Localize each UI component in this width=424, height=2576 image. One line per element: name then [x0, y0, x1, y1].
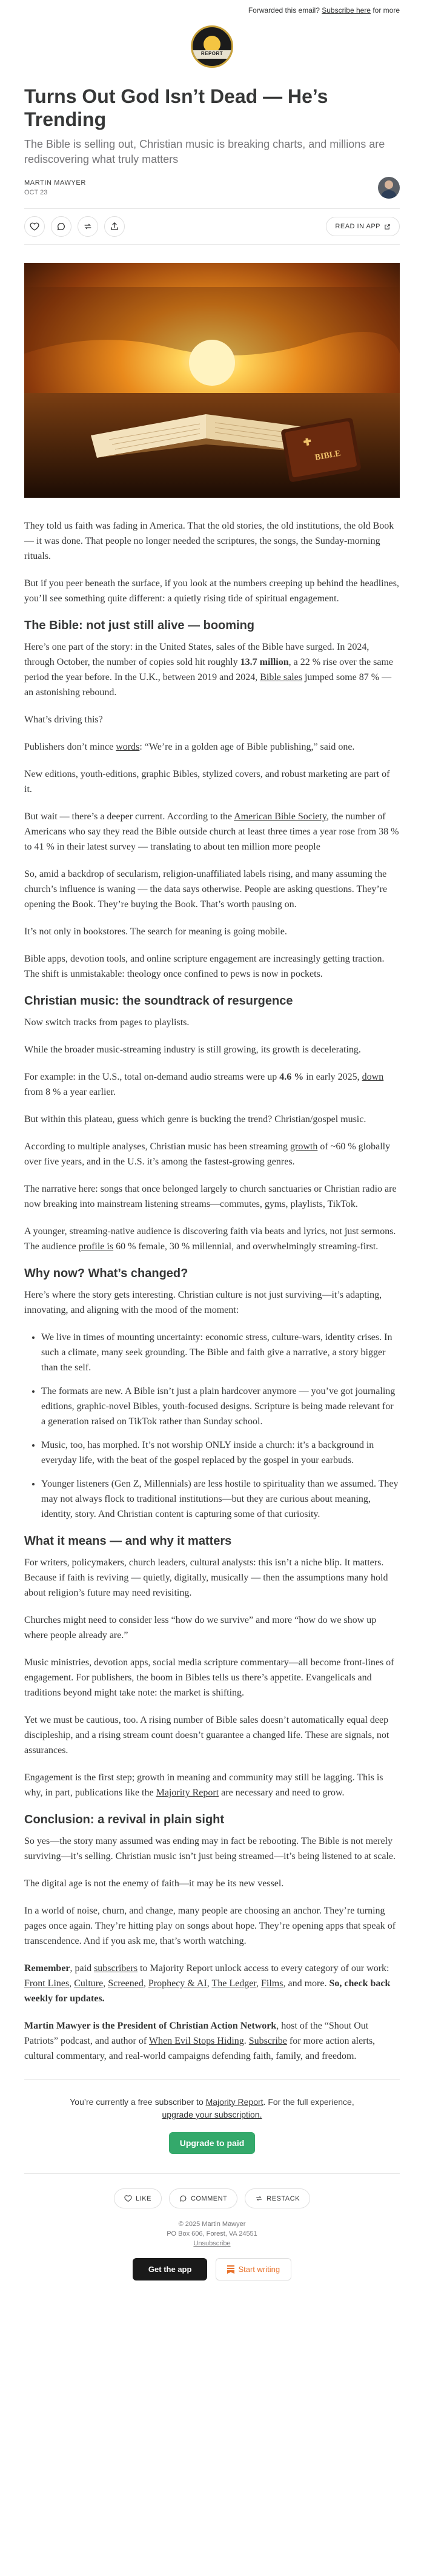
author-name[interactable]: MARTIN MAWYER	[24, 179, 86, 187]
paragraph: So, amid a backdrop of secularism, religion-unaffiliated labels rising, and many assuming the church’s influence is waning — the data says otherwise. People are asking questions. They’re opening the Book. They’re buying the Book. That’s worth pausing on.	[24, 869, 388, 910]
share-button[interactable]	[104, 216, 125, 237]
post-body	[24, 518, 400, 2064]
comment-icon	[56, 222, 66, 231]
culture-link[interactable]: Culture	[74, 1978, 104, 1989]
hero-image[interactable]	[24, 263, 400, 498]
american-bible-society-link[interactable]: American Bible Society	[234, 811, 326, 822]
read-in-app-label: READ IN APP	[335, 223, 380, 230]
paragraph: A younger, streaming-native audience is discovering faith via beats and lyrics, not just sermons. The audience profile is 60 % female, 30 % millennial, and overwhelmingly streaming-first.	[24, 1226, 396, 1252]
like-button[interactable]	[24, 216, 45, 237]
read-in-app-button[interactable]	[326, 217, 400, 236]
post-date: OCT 23	[24, 189, 48, 196]
section-heading-music: Christian music: the soundtrack of resurgence	[24, 994, 293, 1008]
upgrade-link[interactable]: upgrade your subscription.	[162, 2110, 262, 2119]
paragraph: But wait — there’s a deeper current. According to the American Bible Society, the number of Americans who say they read the Bible outside church at least three times a year rose from 38 % to 41 % in their latest survey — translating to about ten million more people	[24, 811, 399, 852]
paragraph: Yet we must be cautious, too. A rising number of Bible sales doesn’t automatically equal deep discipleship, and a rising stream count doesn’t guarantee a changed life. These are signals, not assurances.	[24, 1715, 389, 1755]
list-item: • Music, too, has morphed. It’s not worship ONLY inside a church: it’s a background in everyday life, with the beat of the gospel replaced by the gospel in your earbuds.	[41, 1438, 400, 1468]
section-heading-why: Why now? What’s changed?	[24, 1267, 188, 1280]
forwarded-suffix: for more	[373, 6, 400, 15]
hero-book-label: BIBLE	[314, 449, 342, 463]
paragraph: It’s not only in bookstores. The search for meaning is going mobile.	[24, 926, 287, 937]
words-link[interactable]: words	[116, 742, 140, 752]
start-writing-button[interactable]: Start writing	[216, 2258, 291, 2280]
down-link[interactable]: down	[362, 1072, 384, 1082]
logo-text: REPORT	[200, 51, 224, 56]
paragraph: For writers, policymakers, church leaders, cultural analysts: this isn’t a niche blip. It matters. Because if faith is reviving — quietly, digitally, musically — then the assumptions many hold about religion’s future may need revisiting.	[24, 1557, 388, 1598]
paragraph: For example: in the U.S., total on-demand audio streams were up 4.6 % in early 2025, down from 8 % a year earlier.	[24, 1072, 384, 1097]
footer-like-button[interactable]: LIKE	[114, 2188, 162, 2208]
paragraph: What’s driving this?	[24, 715, 103, 725]
publication-logo[interactable]	[24, 25, 400, 68]
copyright: © 2025 Martin Mawyer	[178, 2221, 246, 2228]
comment-icon	[179, 2195, 187, 2202]
publication-link[interactable]: Majority Report	[205, 2097, 263, 2107]
paragraph: According to multiple analyses, Christian music has been streaming growth of ~60 % globally over five years, and in the U.S. it’s among the fastest-growing genres.	[24, 1141, 391, 1167]
email-footer	[24, 2079, 400, 2299]
section-heading-means: What it means — and why it matters	[24, 1534, 232, 1548]
paragraph: The digital age is not the enemy of faith—it may be its new vessel.	[24, 1878, 284, 1889]
substack-icon	[227, 2265, 234, 2274]
the-ledger-link[interactable]: The Ledger	[211, 1978, 256, 1989]
films-link[interactable]: Films	[261, 1978, 283, 1989]
section-heading-bible: The Bible: not just still alive — booming	[24, 619, 255, 632]
share-icon	[110, 222, 119, 231]
list-item: • The formats are new. A Bible isn’t just a plain hardcover anymore — you’ve got journaling editions, graphic-novel Bibles, youth-focused designs. Scripture is being made relevant for a generation raised on TikTok rather than Sunday school.	[41, 1384, 400, 1429]
footer-comment-button[interactable]: COMMENT	[169, 2188, 237, 2208]
paragraph: In a world of noise, churn, and change, many people are choosing an anchor. They’re turning pages once again. They’re hitting play on songs about hope. They’re opening apps that speak of transcendence. And if you ask me, that’s worth watching.	[24, 1906, 396, 1946]
subscribe-link[interactable]: Subscribe	[248, 2036, 287, 2046]
paragraph: New editions, youth-editions, graphic Bibles, stylized covers, and robust marketing are part of it.	[24, 769, 390, 794]
paragraph: But within this plateau, guess which genre is bucking the trend? Christian/gospel music.	[24, 1114, 366, 1125]
paragraph: Bible apps, devotion tools, and online scripture engagement are increasingly getting traction. The shift is unmistakable: theology once confined to pews is now in pockets.	[24, 954, 385, 979]
list-item: • Younger listeners (Gen Z, Millennials) are less hostile to spirituality than we assumed. They may not always flock to traditional institutions—but they are curious about meaning, identity, story. And Christian content is capturing some of that curiosity.	[41, 1476, 400, 1522]
paragraph: Now switch tracks from pages to playlists.	[24, 1017, 190, 1028]
prophecy-ai-link[interactable]: Prophecy & AI	[148, 1978, 207, 1989]
comment-button[interactable]	[51, 216, 71, 237]
paragraph: Here’s one part of the story: in the United States, sales of the Bible have surged. In 2024, through October, the number of copies sold hit roughly 13.7 million, a 22 % rise over the same period the year before. In the U.K., between 2019 and 2024, Bible sales jumped some 87 % — an astonishing rebound.	[24, 642, 394, 698]
restack-icon	[255, 2195, 263, 2202]
footer-cta	[24, 2258, 400, 2299]
paragraph: The narrative here: songs that once belonged largely to church sanctuaries or Christian radio are now breaking into mainstream listening streams—commutes, gyms, playlists, TikTok.	[24, 1184, 397, 1209]
byline	[24, 177, 400, 199]
author-avatar[interactable]	[378, 177, 400, 199]
footer-actions	[24, 2173, 400, 2208]
paragraph: While the broader music-streaming industry is still growing, its growth is decelerating.	[24, 1045, 361, 1055]
restack-button[interactable]	[78, 216, 98, 237]
majority-report-link[interactable]: Majority Report	[156, 1788, 219, 1798]
free-subscriber-note: You’re currently a free subscriber to Majority Report. For the full experience, upgrade your subscription.	[70, 2097, 354, 2119]
post-subtitle: The Bible is selling out, Christian music is breaking charts, and millions are rediscovering what truly matters	[24, 138, 385, 165]
book-link[interactable]: When Evil Stops Hiding	[148, 2036, 244, 2046]
paragraph: Engagement is the first step; growth in meaning and community may still be lagging. This is why, in part, publications like the Majority Report are necessary and need to grow.	[24, 1772, 383, 1798]
bible-sales-link[interactable]: Bible sales	[260, 672, 302, 682]
subscribe-here-link[interactable]: Subscribe here	[322, 6, 371, 15]
paragraph: But if you peer beneath the surface, if you look at the numbers creeping up behind the headlines, you’ll see something quite different: a quietly rising tide of spiritual engagement.	[24, 578, 399, 604]
paragraph: Here’s where the story gets interesting. Christian culture is not just surviving—it’s adapting, innovating, and aligning with the mood of the moment:	[24, 1290, 382, 1315]
heart-icon	[30, 222, 39, 231]
paragraph: So yes—the story many assumed was ending may in fact be rebooting. The Bible is not merely surviving—it’s selling. Christian music isn’t just being streamed—it’s being listened to at scale.	[24, 1836, 396, 1861]
paragraph: Martin Mawyer is the President of Christian Action Network, host of the “Shout Out Patriots” podcast, and author of When Evil Stops Hiding. Subscribe for more action alerts, cultural commentary, and real-world campaigns defending faith, family, and freedom.	[24, 2021, 376, 2061]
forwarded-text: Forwarded this email?	[248, 6, 320, 15]
address: PO Box 606, Forest, VA 24551	[167, 2230, 257, 2237]
unsubscribe-link[interactable]: Unsubscribe	[193, 2240, 231, 2247]
logo-badge	[191, 25, 233, 68]
growth-link[interactable]: growth	[290, 1141, 318, 1152]
paragraph: They told us faith was fading in America. That the old stories, the old institutions, the old Book — it was done. That people no longer needed the scriptures, the songs, the Sunday-morning rituals.	[24, 521, 394, 561]
list-item: • We live in times of mounting uncertainty: economic stress, culture-wars, identity crises. In such a climate, many seek grounding. The Bible and faith give a narrative, a story bigger than the self.	[41, 1330, 400, 1375]
footer-fine-print	[24, 2219, 400, 2248]
paragraph: Music ministries, devotion apps, social media scripture commentary—all become front-lines of engagement. For publishers, the boom in Bibles tells us there’s appetite. Evangelicals and traditions beyond might take note: the market is shifting.	[24, 1657, 394, 1698]
footer-restack-button[interactable]: RESTACK	[245, 2188, 310, 2208]
front-lines-link[interactable]: Front Lines	[24, 1978, 70, 1989]
screened-link[interactable]: Screened	[108, 1978, 144, 1989]
get-the-app-button[interactable]: Get the app	[133, 2258, 208, 2280]
paragraph: Remember, paid subscribers to Majority Report unlock access to every category of our work: Front Lines, Culture, Screened, Prophecy & AI, The Ledger, Films, and more. So, check back weekly for updates.	[24, 1963, 391, 2004]
forward-bar	[0, 0, 424, 19]
subscribers-link[interactable]: subscribers	[94, 1963, 138, 1973]
paragraph: Publishers don’t mince words: “We’re in a golden age of Bible publishing,” said one.	[24, 742, 355, 752]
paragraph: Churches might need to consider less “how do we survive” and more “how do we show up where people already are.”	[24, 1615, 377, 1640]
action-bar	[24, 208, 400, 245]
upgrade-to-paid-button[interactable]: Upgrade to paid	[169, 2132, 256, 2154]
profile-link[interactable]: profile is	[78, 1241, 114, 1252]
external-link-icon	[384, 223, 391, 230]
heart-icon	[124, 2195, 132, 2202]
section-heading-conclusion: Conclusion: a revival in plain sight	[24, 1813, 225, 1826]
reasons-list	[24, 1330, 400, 1522]
restack-icon	[83, 222, 93, 231]
post-title[interactable]: Turns Out God Isn’t Dead — He’s Trending	[24, 85, 328, 130]
